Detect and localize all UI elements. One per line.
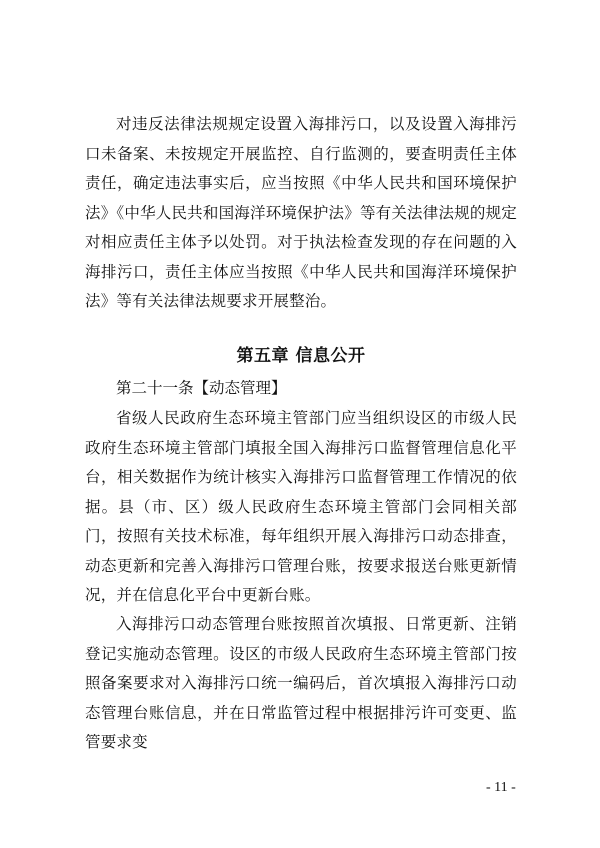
article-heading: 第二十一条【动态管理】: [116, 379, 287, 397]
paragraph-enforcement: 对违反法律法规规定设置入海排污口，以及设置入海排污口未备案、未按规定开展监控、自行监测的，要查明责任主体责任，确定违法事实后，应当按照《中华人民共和国环境保护法》《中华人民共和国海洋环境保护法》等有关法律法规的规定对相应责任主体予以处罚。对于执法检查发现的存在问题的入海排污口，责任主体应当按照《中华人民共和国海洋环境保护法》等有关法律法规要求开展整治。: [85, 115, 517, 310]
paragraph-ledger-management: 入海排污口动态管理台账按照首次填报、日常更新、注销登记实施动态管理。设区的市级人民政府生态环境主管部门按照备案要求对入海排污口统一编码后，首次填报入海排污口动态管理台账信息，并在日常监管过程中根据排污许可变更、监管要求变: [85, 615, 517, 751]
paragraph-platform-reporting: 省级人民政府生态环境主管部门应当组织设区的市级人民政府生态环境主管部门填报全国入海排污口监督管理信息化平台，相关数据作为统计核实入海排污口监督管理工作情况的依据。县（市、区）级人民政府生态环境主管部门会同相关部门，按照有关技术标准，每年组织开展入海排污口动态排查，动态更新和完善入海排污口管理台账，按要求报送台账更新情况，并在信息化平台中更新台账。: [85, 409, 517, 604]
page-number: - 11 -: [486, 780, 516, 795]
chapter-title: 第五章 信息公开: [236, 346, 366, 366]
